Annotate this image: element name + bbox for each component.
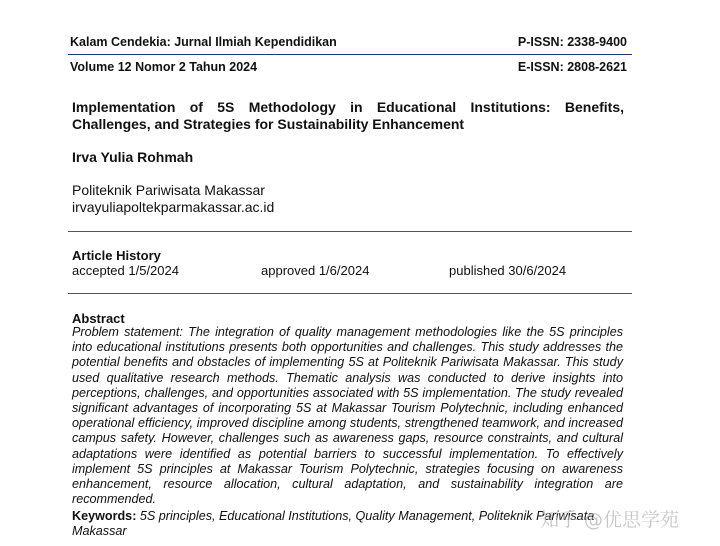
- watermark: 知乎 @优思学苑: [540, 509, 680, 531]
- article-history-label: Article History: [72, 248, 161, 263]
- approved-date: approved 1/6/2024: [261, 263, 370, 278]
- accepted-date: accepted 1/5/2024: [72, 263, 179, 278]
- abstract-text: Problem statement: The integration of quality management methodologies like the 5S principles into educational institutions presents both opportunities and challenges. This study addresses the potential benefits and obstacles of implementing 5S at Politeknik Pariwisata Makassar. This study used qualitative research methods. Thematic analysis was conducted to derive insights into perceptions, challenges, and opportunities associated with 5S implementation. The study revealed significant advantages of incorporating 5S at Makassar Tourism Polytechnic, including enhanced operational efficiency, improved discipline among students, strengthened teamwork, and increased campus safety. However, challenges such as awareness gaps, resource constraints, and cultural adaptations were identified as potential barriers to successful implementation. To effectively implement 5S principles at Makassar Tourism Polytechnic, strategies focusing on awareness enhancement, resource allocation, cultural adaptation, and sustainability integration are recommended.: [72, 325, 623, 507]
- paper-title: Implementation of 5S Methodology in Educational Institutions: Benefits, Challenges, and Strategies for Sustainability Enhancement: [72, 99, 624, 132]
- e-issn: E-ISSN: 2808-2621: [517, 60, 627, 74]
- keywords-list: 5S principles, Educational Institutions, Quality Management, Politeknik Pariwisata Makassar: [72, 509, 595, 539]
- header-divider: [68, 54, 632, 55]
- abstract-label: Abstract: [72, 311, 125, 326]
- section-divider: [68, 293, 632, 294]
- author-name: Irva Yulia Rohmah: [72, 149, 194, 165]
- volume-info: Volume 12 Nomor 2 Tahun 2024: [70, 60, 258, 74]
- author-email[interactable]: irvayuliapoltekparmakassar.ac.id: [72, 199, 275, 215]
- p-issn: P-ISSN: 2338-9400: [517, 35, 627, 49]
- section-divider: [68, 231, 632, 232]
- published-date: published 30/6/2024: [449, 263, 567, 278]
- keywords-label: Keywords:: [72, 509, 137, 523]
- affiliation: Politeknik Pariwisata Makassar: [72, 182, 265, 198]
- journal-name: Kalam Cendekia: Jurnal Ilmiah Kependidikan: [70, 35, 337, 49]
- affiliation-block: [72, 182, 274, 216]
